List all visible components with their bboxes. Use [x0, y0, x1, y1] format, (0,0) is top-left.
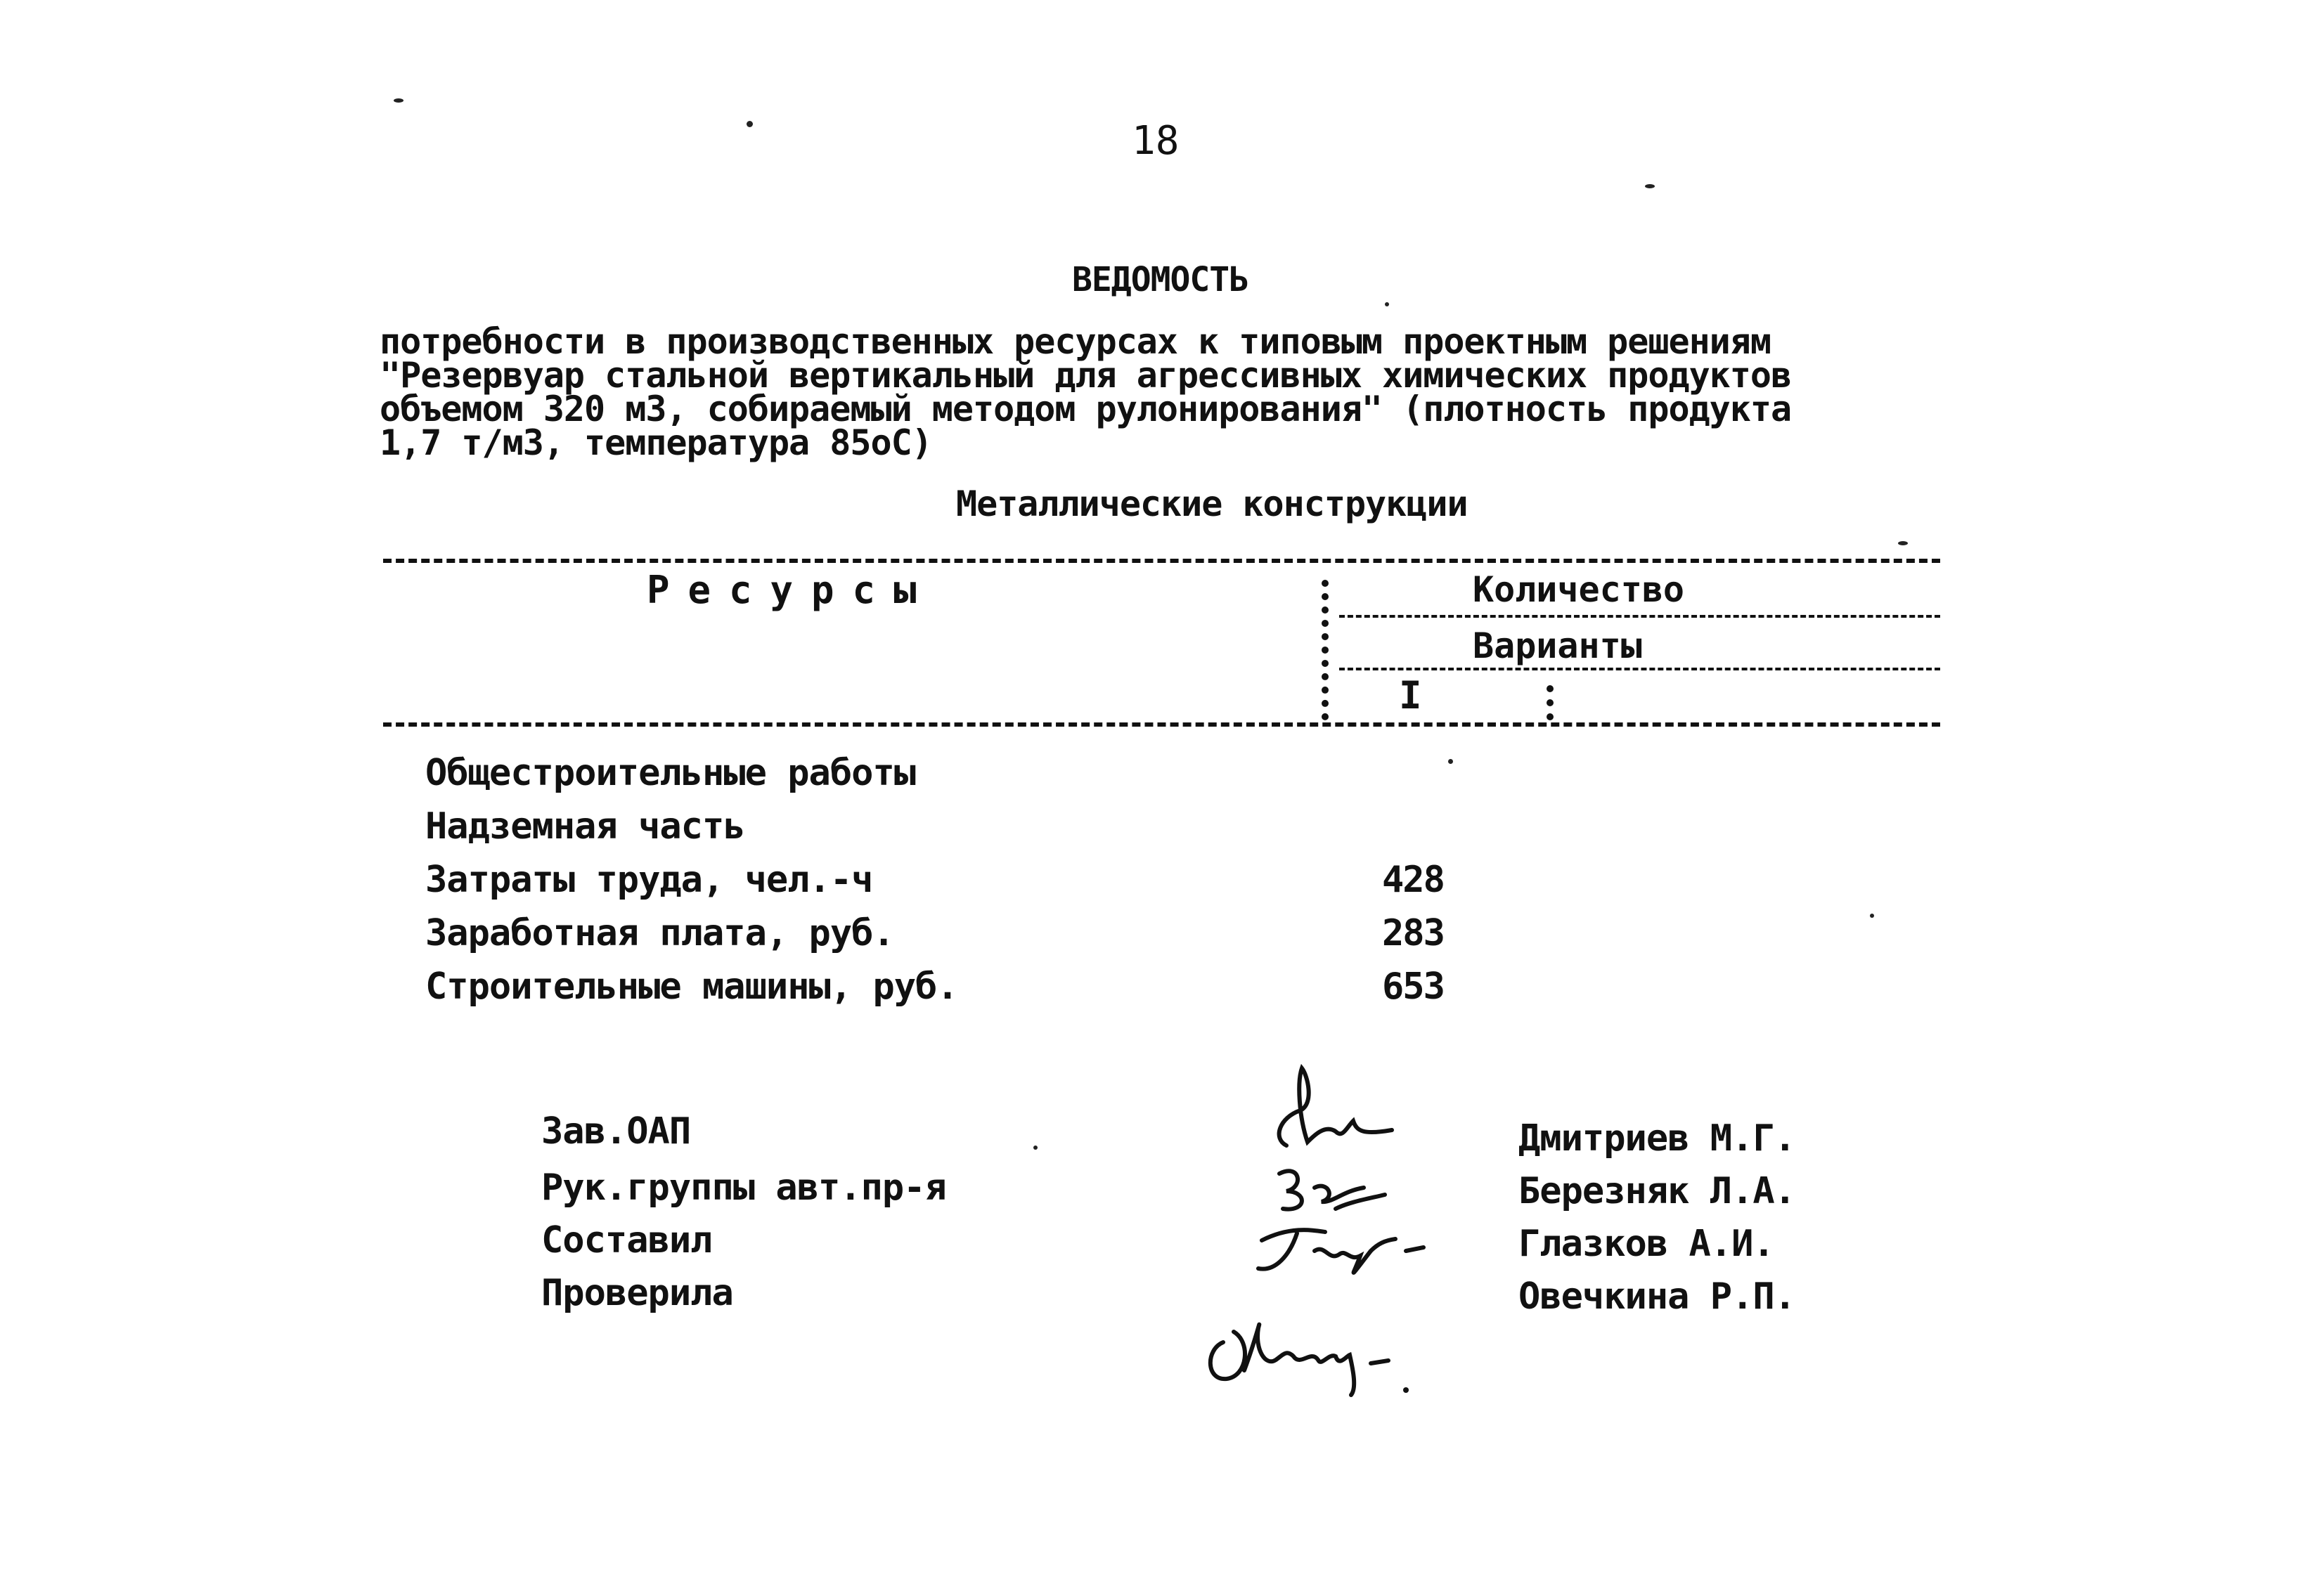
signature-role: Зав.ОАП	[541, 1110, 691, 1153]
table-top-rule	[383, 559, 1940, 563]
quantity-underline	[1339, 615, 1940, 618]
table-header-bottom-rule	[383, 722, 1940, 727]
header-quantity: Количество	[1473, 569, 1685, 610]
scan-speck	[1898, 541, 1908, 545]
scan-speck	[1645, 184, 1655, 188]
signature-role: Проверила	[541, 1272, 733, 1314]
description-line: "Резервуар стальной вертикальный для агрессивных химических продуктов	[380, 355, 1792, 396]
scan-speck	[1870, 914, 1874, 918]
signature-dmitriev-icon	[1258, 1061, 1399, 1160]
scan-speck	[1448, 759, 1453, 764]
scan-speck	[1385, 302, 1389, 306]
table-row-label: Затраты труда, чел.-ч	[425, 859, 873, 901]
table-row-label: Строительные машины, руб.	[425, 966, 958, 1008]
header-resources: Ресурсы	[647, 568, 935, 612]
signature-name: Овечкина Р.П.	[1518, 1276, 1795, 1318]
table-row-value: 283	[1382, 912, 1444, 954]
page-number: 18	[1132, 118, 1180, 164]
table-row-label: Общестроительные работы	[425, 752, 916, 794]
description-line: потребности в производственных ресурсах к типовым проектным решениям	[380, 321, 1771, 362]
document-description	[380, 321, 1926, 463]
signature-name: Глазков А.И.	[1518, 1223, 1774, 1265]
description-line: 1,7 т/м3, температура 85оС)	[380, 422, 932, 463]
variants-underline	[1339, 668, 1940, 670]
description-line: объемом 320 м3, собираемый методом рулонирования" (плотность продукта	[380, 389, 1792, 429]
table-row-value: 428	[1382, 859, 1444, 901]
header-variants: Варианты	[1473, 625, 1642, 666]
header-column-divider	[1322, 580, 1329, 720]
signature-role: Рук.группы авт.пр-я	[541, 1167, 946, 1209]
scan-speck	[1033, 1146, 1038, 1150]
signature-name: Дмитриев М.Г.	[1518, 1117, 1795, 1160]
signature-role: Составил	[541, 1219, 712, 1261]
scan-speck	[747, 121, 753, 127]
table-row-label: Заработная плата, руб.	[425, 912, 894, 954]
table-row-value: 653	[1382, 966, 1444, 1008]
signature-name: Березняк Л.А.	[1518, 1170, 1795, 1212]
table-row-label: Надземная часть	[425, 805, 745, 848]
scan-speck	[394, 98, 404, 103]
section-title: Металлические конструкции	[956, 484, 1468, 524]
variant-column-divider	[1547, 685, 1554, 720]
signature-glazkov-icon	[1248, 1212, 1431, 1290]
document-title: ВЕДОМОСТЬ	[1072, 260, 1249, 299]
header-variant-1: I	[1399, 673, 1422, 718]
signature-ovechkina-icon	[1195, 1300, 1427, 1398]
